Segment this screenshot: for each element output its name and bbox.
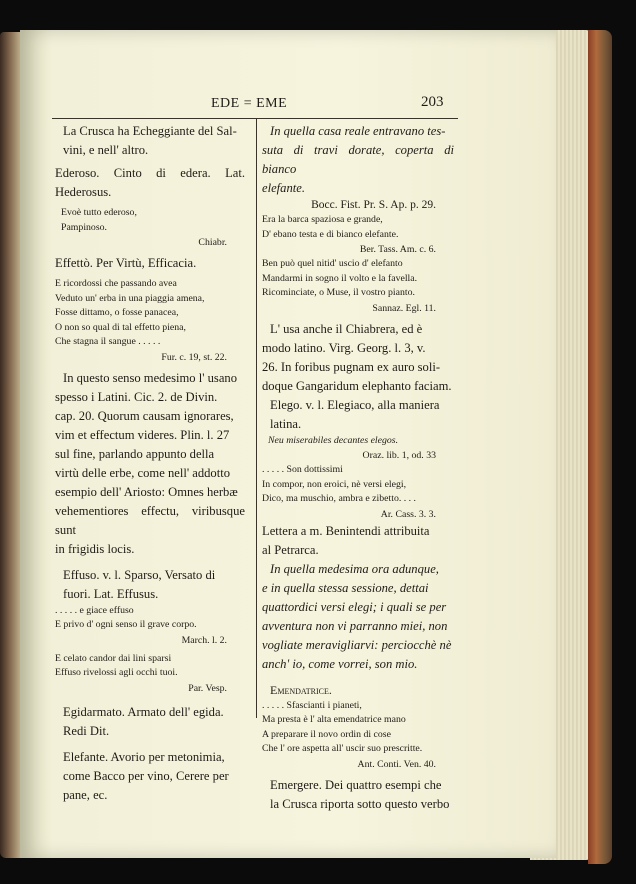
verse-barca: Era la barca spaziosa e grande, D' ebano testa e di bianco elefante.: [262, 214, 399, 240]
cite-conti: Ant. Conti. Ven. 40.: [357, 758, 436, 770]
entry-effetto: Effettò. Per Virtù, Efficacia.: [55, 256, 197, 270]
entry-egidarmato: Egidarmato. Armato dell' egida. Redi Dit.: [63, 704, 224, 738]
book-cover-edge: [588, 30, 612, 864]
cite-orazio: Oraz. lib. 1, od. 33: [362, 450, 436, 461]
cite-ariosto-cass: Ar. Cass. 3. 3.: [380, 508, 436, 520]
verse-elegos: Neu miserabiles decantes elegos.: [268, 434, 399, 446]
header-rule: [52, 118, 458, 119]
verse-effuso-1: . . . . . e giace effuso E privo d' ogni senso il grave corpo.: [55, 604, 197, 630]
paragraph-chiabrera: L' usa anche il Chiabrera, ed è modo latino. Virg. Georg. l. 3, v. 26. In foribus pugnam ex auro soli- doque Gangaridum elephanto faciam.: [262, 321, 452, 393]
paragraph-lettera: Lettera a m. Benintendi attribuita al Petrarca.: [262, 523, 430, 557]
verse-dottissimi: . . . . . Son dottissimi In compor, non eroici, nè versi elegi, Dico, ma muschio, ambra e zibetto. . . .: [262, 464, 416, 504]
cite-chiabr: Chiabr.: [198, 237, 227, 248]
cite-march: March. l. 2.: [181, 634, 227, 646]
verse-effuso-2: E celato candor dai lini sparsi Effuso rivelossi agli occhi tuoi.: [55, 652, 178, 678]
quote-petrarca: In quella medesima ora adunque, e in quella stessa sessione, dettai quattordici versi elegi; i quali se per avventura non vi parranno miei, non vogliate meravigliarvi: perciocchè nè anch' io, come vorrei, son mio.: [262, 561, 452, 671]
quote-casa-reale: In quella casa reale entravano tes- suta di travi dorate, coperta di bianco elefante.: [262, 124, 454, 195]
verse-ederoso: Evoè tutto ederoso, Pampinoso.: [61, 207, 137, 233]
entry-elefante: Elefante. Avorio per metonimia, come Bacco per vino, Cerere per pane, ec.: [63, 749, 229, 802]
right-column: [262, 122, 454, 814]
running-head: EDE = EME: [211, 96, 288, 111]
verse-uscio: Ben può quel nitid' uscio d' elefanto Mandarmi in sogno il volto e la favella. Ricominciate, o Muse, il vostro pianto.: [262, 258, 418, 298]
intro-text: La Crusca ha Echeggiante del Sal- vini, e nell' altro.: [63, 124, 237, 157]
cite-sannazaro: Sannaz. Egl. 11.: [372, 302, 436, 314]
book-left-edge: [0, 32, 22, 858]
entry-effuso: Effuso. v. l. Sparso, Versato di fuori. Lat. Effusus.: [63, 567, 216, 601]
verse-effetto: E ricordossi che passando avea Veduto un' erba in una piaggia amena, Fosse dittamo, o fosse panacea, O non so qual di tal effetto piena, Che stagna il sangue . . . . .: [55, 278, 205, 347]
cite-furioso: Fur. c. 19, st. 22.: [161, 351, 227, 363]
verse-emendatrice: . . . . . Sfascianti i pianeti, Ma presta è l' alta emendatrice mano A preparare il novo ordin di cose Che l' ore aspetta all' uscir suo prescritte.: [262, 699, 423, 754]
entry-emendatrice: Emendatrice.: [270, 682, 332, 697]
cite-tasso: Ber. Tass. Am. c. 6.: [359, 244, 436, 255]
left-column: [55, 122, 245, 805]
cite-par-vesp: Par. Vesp.: [188, 682, 227, 694]
paragraph-latini: In questo senso medesimo l' usano spesso i Latini. Cic. 2. de Divin. cap. 20. Quorum causam ignorares, vim et effectum videres. Plin. l. 27 sul fine, parlando appunto della virtù delle erbe, come nell' addotto esempio dell' Ariosto: Omnes herbæ vehementiores effectu, viribusque sunt in frigidis locis.: [55, 370, 245, 556]
cite-boccaccio: Bocc. Fist. Pr. S. Ap. p. 29.: [311, 199, 436, 211]
entry-emergere: Emergere. Dei quattro esempi che la Crusca riporta sotto questo verbo: [270, 777, 450, 811]
page-number: 203: [421, 94, 444, 110]
entry-elego: Elego. v. l. Elegiaco, alla maniera latina.: [270, 397, 440, 431]
page-header: [56, 96, 456, 118]
column-divider: [256, 118, 257, 718]
entry-ederoso: Ederoso. Cinto di edera. Lat. Hederosus.: [55, 166, 245, 199]
